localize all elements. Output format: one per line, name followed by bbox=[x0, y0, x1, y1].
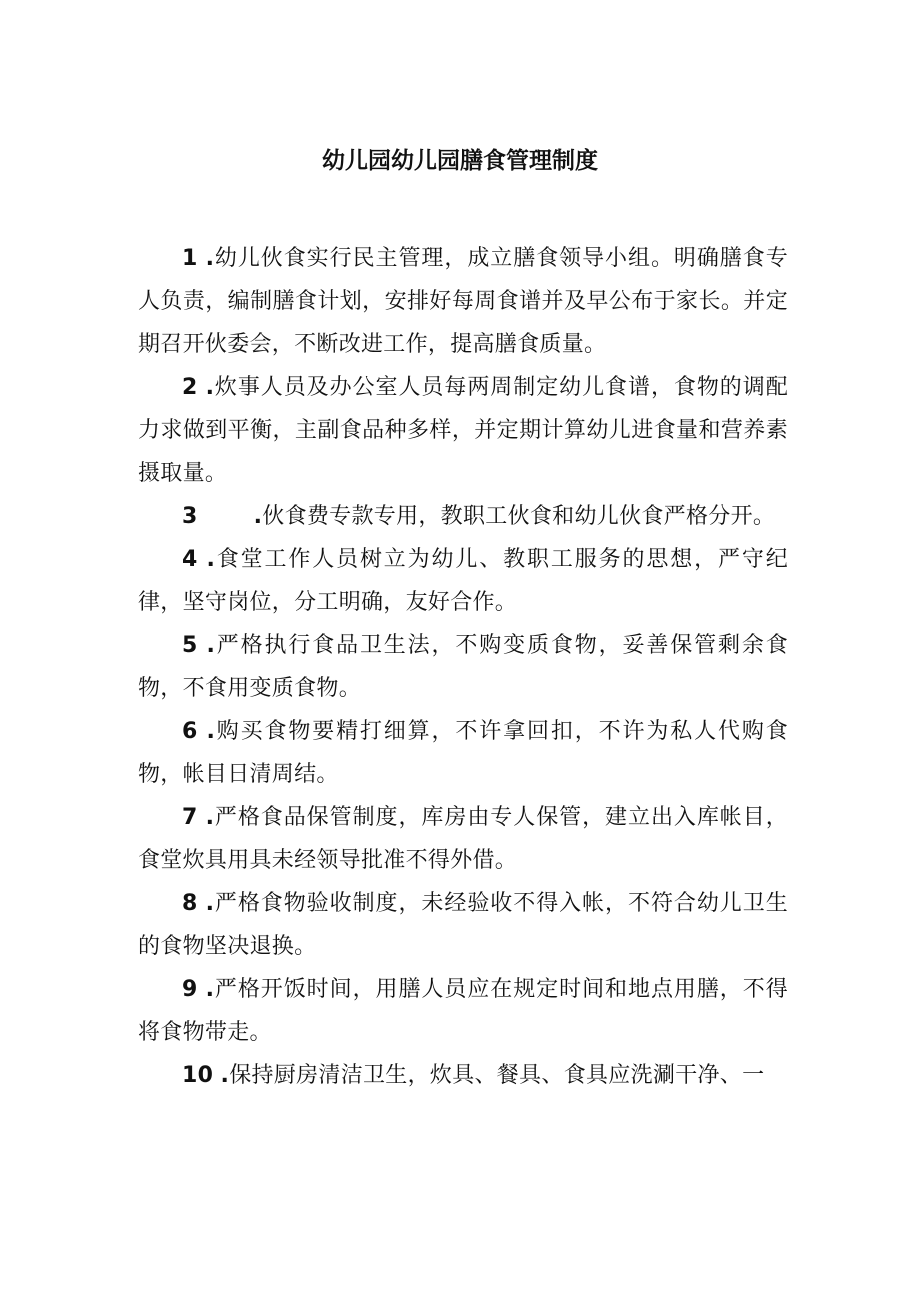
item-separator: . bbox=[205, 977, 215, 1002]
item-text: 食堂工作人员树立为幼儿、教职工服务的思想，严守纪律，坚守岗位，分工明确，友好合作。 bbox=[138, 547, 789, 615]
rule-item-5 bbox=[138, 624, 788, 710]
item-number: 2 bbox=[182, 375, 198, 400]
item-number: 5 bbox=[182, 633, 198, 658]
item-text: 伙食费专款专用，教职工伙食和幼儿伙食严格分开。 bbox=[262, 504, 776, 529]
item-separator: . bbox=[205, 891, 215, 916]
rule-item-10 bbox=[138, 1054, 788, 1097]
item-text: 保持厨房清洁卫生，炊具、餐具、食具应洗涮干净、一 bbox=[229, 1063, 765, 1088]
document-title: 幼儿园幼儿园膳食管理制度 bbox=[322, 148, 598, 174]
item-number: 8 bbox=[182, 891, 198, 916]
rule-item-3 bbox=[138, 495, 788, 538]
item-number: 1 bbox=[182, 246, 198, 271]
item-separator: . bbox=[206, 547, 216, 572]
document-body bbox=[138, 237, 788, 1097]
item-number: 4 bbox=[182, 547, 198, 572]
item-number: 9 bbox=[182, 977, 198, 1002]
rule-item-6 bbox=[138, 710, 788, 796]
item-text: 幼儿伙食实行民主管理，成立膳食领导小组。明确膳食专人负责，编制膳食计划，安排好每周食谱并及早公布于家长。并定期召开伙委会，不断改进工作，提高膳食质量。 bbox=[138, 246, 788, 357]
item-separator: . bbox=[205, 375, 215, 400]
rule-item-8 bbox=[138, 882, 788, 968]
rule-item-1 bbox=[138, 237, 788, 366]
rule-item-7 bbox=[138, 796, 788, 882]
item-text: 严格食品保管制度，库房由专人保管，建立出入库帐目，食堂炊具用具未经领导批准不得外借。 bbox=[138, 805, 788, 873]
item-separator: . bbox=[206, 719, 216, 744]
item-separator: . bbox=[205, 805, 215, 830]
item-separator: . bbox=[220, 1063, 230, 1088]
item-separator: . bbox=[206, 633, 216, 658]
item-number: 6 bbox=[182, 719, 198, 744]
item-number: 10 bbox=[182, 1063, 214, 1088]
item-text: 购买食物要精打细算，不许拿回扣，不许为私人代购食物，帐目日清周结。 bbox=[138, 719, 789, 787]
item-text: 严格执行食品卫生法，不购变质食物，妥善保管剩余食物，不食用变质食物。 bbox=[138, 633, 789, 701]
rule-item-2 bbox=[138, 366, 788, 495]
item-separator: . bbox=[205, 246, 215, 271]
item-text: 炊事人员及办公室人员每两周制定幼儿食谱，食物的调配力求做到平衡，主副食品种多样，并定期计算幼儿进食量和营养素摄取量。 bbox=[138, 375, 788, 486]
item-text: 严格食物验收制度，未经验收不得入帐，不符合幼儿卫生的食物坚决退换。 bbox=[138, 891, 788, 959]
item-text: 严格开饭时间，用膳人员应在规定时间和地点用膳，不得将食物带走。 bbox=[138, 977, 788, 1045]
rule-item-9 bbox=[138, 968, 788, 1054]
item-number: 3 bbox=[182, 504, 198, 529]
item-number: 7 bbox=[182, 805, 198, 830]
rule-item-4 bbox=[138, 538, 788, 624]
item-separator: . bbox=[253, 504, 263, 529]
